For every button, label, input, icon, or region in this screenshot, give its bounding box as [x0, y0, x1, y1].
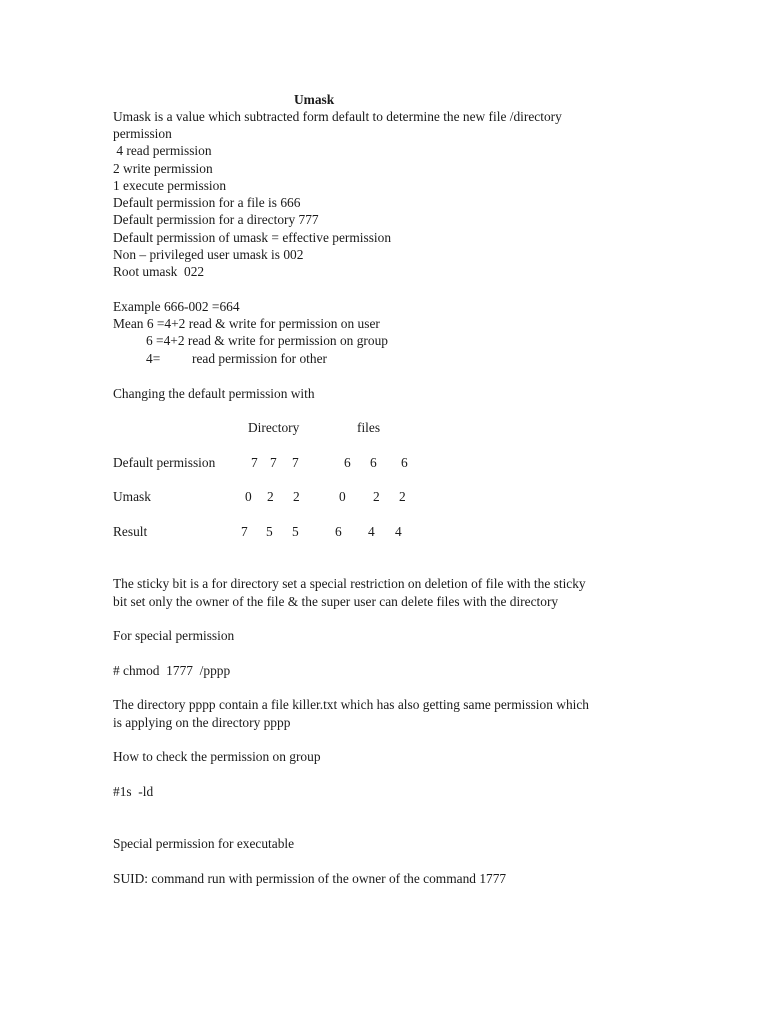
- example-line-4-number: 4=: [146, 351, 161, 366]
- table-cell: 7: [251, 455, 258, 470]
- root-umask-line: Root umask 022: [113, 264, 205, 279]
- table-cell: 6: [370, 455, 377, 470]
- suid-line: SUID: command run with permission of the owner of the command 1777: [113, 871, 507, 886]
- table-cell: 4: [395, 524, 402, 539]
- intro-line-2: permission: [113, 126, 172, 141]
- table-cell: 6: [335, 524, 342, 539]
- intro-line-1: Umask is a value which subtracted form default to determine the new file /directory: [113, 109, 562, 124]
- table-cell: 0: [339, 489, 346, 504]
- example-line-3: 6 =4+2 read & write for permission on group: [146, 333, 388, 348]
- example-line-2: Mean 6 =4+2 read & write for permission on user: [113, 316, 380, 331]
- table-header-directory: Directory: [248, 420, 300, 435]
- example-line-4-text: read permission for other: [192, 351, 327, 366]
- chmod-command-line: # chmod 1777 /pppp: [113, 663, 231, 678]
- nonprivileged-umask-line: Non – privileged user umask is 002: [113, 247, 304, 262]
- sticky-bit-line-2: bit set only the owner of the file & the super user can delete files with the directory: [113, 594, 559, 609]
- special-permission-line: For special permission: [113, 628, 235, 643]
- table-row-label: Default permission: [113, 455, 216, 470]
- changing-default-line: Changing the default permission with: [113, 386, 315, 401]
- table-row-label: Result: [113, 524, 148, 539]
- table-row-label: Umask: [113, 489, 151, 504]
- table-header-files: files: [357, 420, 381, 435]
- executable-permission-line: Special permission for executable: [113, 836, 295, 851]
- table-cell: 0: [245, 489, 252, 504]
- page-title: Umask: [294, 92, 335, 107]
- table-cell: 2: [267, 489, 274, 504]
- example-line-1: Example 666-002 =664: [113, 299, 240, 314]
- table-cell: 2: [293, 489, 300, 504]
- table-cell: 4: [368, 524, 375, 539]
- execute-permission-line: 1 execute permission: [113, 178, 227, 193]
- table-cell: 5: [292, 524, 299, 539]
- directory-note-line-2: is applying on the directory pppp: [113, 715, 291, 730]
- table-cell: 7: [241, 524, 248, 539]
- table-cell: 7: [292, 455, 299, 470]
- table-cell: 2: [373, 489, 380, 504]
- write-permission-line: 2 write permission: [113, 161, 213, 176]
- table-cell: 7: [270, 455, 277, 470]
- directory-note-line-1: The directory pppp contain a file killer.txt which has also getting same permission which: [113, 697, 589, 712]
- table-cell: 6: [401, 455, 408, 470]
- read-permission-line: 4 read permission: [113, 143, 212, 158]
- table-cell: 6: [344, 455, 351, 470]
- sticky-bit-line-1: The sticky bit is a for directory set a special restriction on deletion of file with the sticky: [113, 576, 586, 591]
- default-file-line: Default permission for a file is 666: [113, 195, 301, 210]
- check-permission-line: How to check the permission on group: [113, 749, 321, 764]
- table-cell: 5: [266, 524, 273, 539]
- ls-command-line: #1s -ld: [113, 784, 154, 799]
- default-directory-line: Default permission for a directory 777: [113, 212, 319, 227]
- table-cell: 2: [399, 489, 406, 504]
- umask-formula-line: Default permission of umask = effective permission: [113, 230, 392, 245]
